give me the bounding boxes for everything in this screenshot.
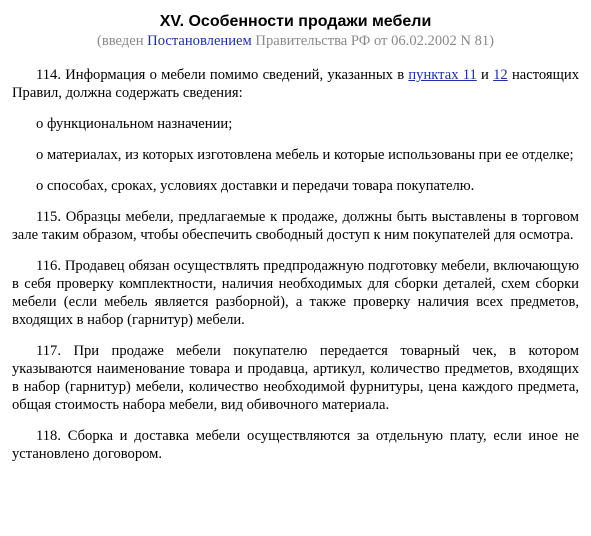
- list-item-delivery: о способах, сроках, условиях доставки и передачи товара покупателю.: [36, 178, 475, 194]
- paragraph-114-text-a: 114. Информация о мебели помимо сведений, указанных в: [36, 67, 409, 83]
- resolution-link[interactable]: Постановлением: [147, 33, 252, 49]
- link-item-11[interactable]: пунктах 11: [408, 67, 477, 83]
- section-title: XV. Особенности продажи мебели: [159, 13, 432, 30]
- paragraph-114-and: и: [476, 67, 494, 83]
- amendment-note-open: (введен: [96, 33, 148, 49]
- paragraph-114-text-b: настоящих Правил, должна содержать сведения:: [12, 67, 579, 101]
- link-item-12[interactable]: 12: [493, 67, 508, 83]
- section-body: [12, 66, 579, 463]
- list-item-purpose: о функциональном назначении;: [36, 116, 233, 132]
- paragraph-118: 118. Сборка и доставка мебели осуществляются за отдельную плату, если иное не установлено договором.: [12, 428, 579, 462]
- list-item-materials: о материалах, из которых изготовлена мебель и которые использованы при ее отделке;: [36, 147, 574, 163]
- amendment-note: [12, 32, 579, 50]
- paragraph-116: 116. Продавец обязан осуществлять предпродажную подготовку мебели, включающую в себя проверку комплектности, наличия необходимых для сборки деталей, схем сборки мебели (если мебель является разборной), а также проверку наличия всех предметов, входящих в набор (гарнитур) мебели.: [12, 258, 579, 328]
- paragraph-114: [12, 66, 579, 102]
- paragraph-117: 117. При продаже мебели покупателю передается товарный чек, в котором указываются наименование товара и продавца, артикул, количество предметов, входящих в набор (гарнитур) мебели, количество необходимой фурнитуры, цена каждого предмета, общая стоимость набора мебели, вид обивочного материала.: [12, 343, 579, 413]
- amendment-note-rest: Правительства РФ от 06.02.2002 N 81): [251, 33, 495, 49]
- paragraph-115: 115. Образцы мебели, предлагаемые к продаже, должны быть выставлены в торговом зале таким образом, чтобы обеспечить свободный доступ к ним покупателей для осмотра.: [12, 209, 579, 243]
